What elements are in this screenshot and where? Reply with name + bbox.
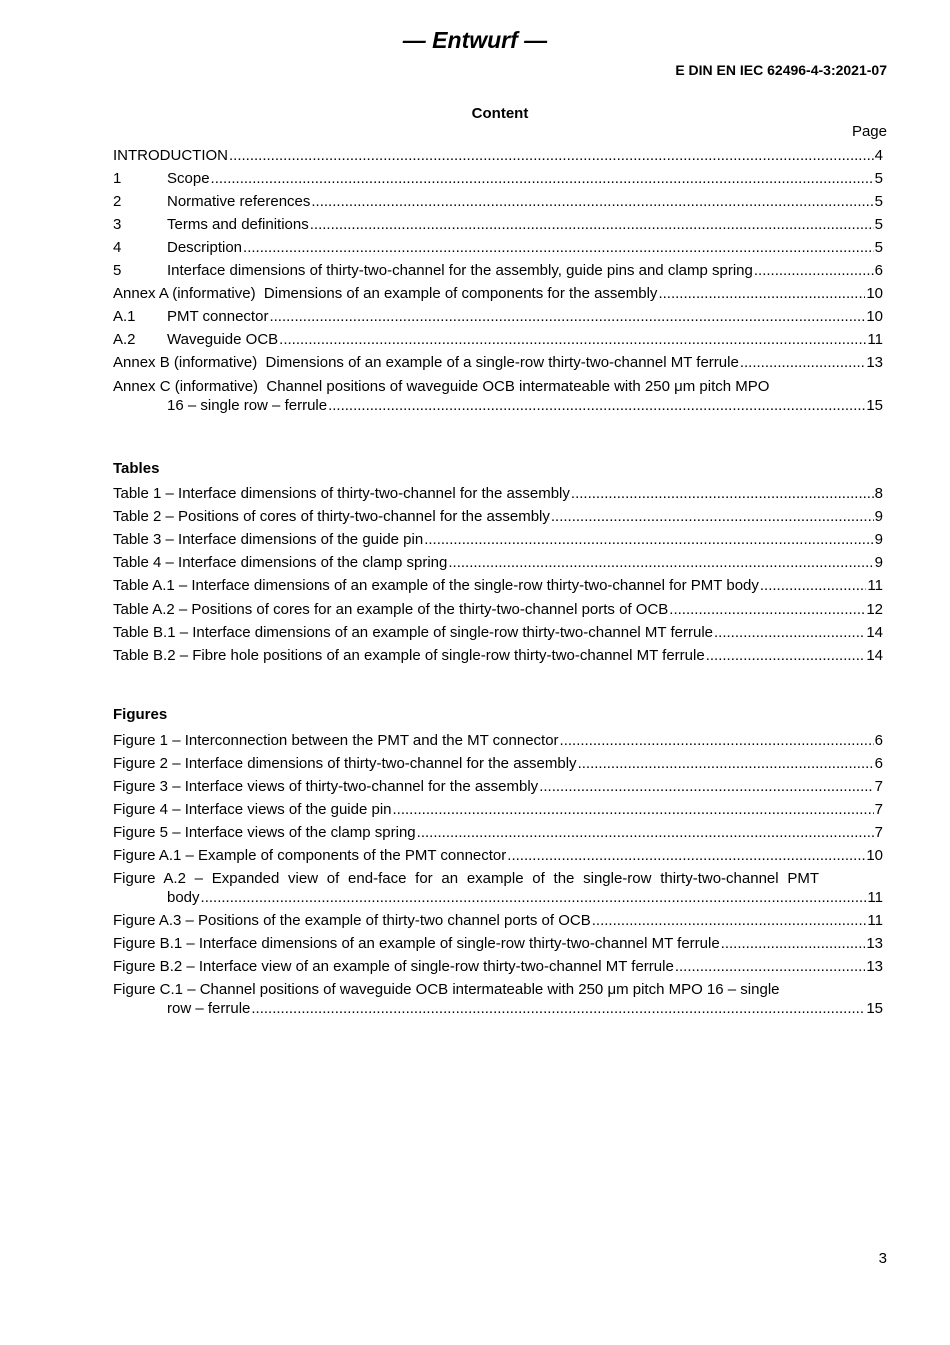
toc-entry-introduction[interactable] bbox=[113, 146, 883, 165]
figure-entry-page: 7 bbox=[874, 778, 883, 795]
toc-entry-page: 6 bbox=[874, 262, 883, 279]
toc-entry-annex-c[interactable] bbox=[113, 377, 883, 415]
dot-leader bbox=[251, 999, 865, 1018]
toc-entry-title: Annex A (informative) Dimensions of an example of components for the assembly bbox=[113, 285, 658, 302]
toc-entry-page: 5 bbox=[874, 239, 883, 256]
dot-leader bbox=[551, 507, 874, 526]
figure-entry[interactable] bbox=[113, 980, 883, 1018]
table-entry[interactable] bbox=[113, 484, 883, 503]
figures-heading: Figures bbox=[113, 706, 168, 723]
dot-leader bbox=[311, 192, 873, 211]
toc-entry-title: INTRODUCTION bbox=[113, 147, 228, 164]
figure-entry-title-line1: Figure C.1 – Channel positions of waveguide OCB intermateable with 250 μm pitch MPO 16 – single bbox=[113, 981, 780, 998]
figure-entry[interactable] bbox=[113, 800, 883, 819]
document-id: E DIN EN IEC 62496-4-3:2021-07 bbox=[675, 62, 887, 78]
toc-entry-title-line1: Annex C (informative) Channel positions of waveguide OCB intermateable with 250 μm pitch MPO bbox=[113, 378, 770, 395]
dot-leader bbox=[714, 623, 865, 642]
toc-entry-title: Description bbox=[167, 239, 243, 256]
toc-entry-title-line2: 16 – single row – ferrule bbox=[167, 397, 328, 414]
dot-leader bbox=[448, 553, 873, 572]
dot-leader bbox=[571, 484, 874, 503]
table-entry[interactable] bbox=[113, 553, 883, 572]
table-entry-page: 9 bbox=[874, 554, 883, 571]
toc-entry-normative-references[interactable] bbox=[113, 192, 883, 211]
figure-entry[interactable] bbox=[113, 869, 883, 907]
figure-entry[interactable] bbox=[113, 934, 883, 953]
dot-leader bbox=[658, 284, 865, 303]
table-entry-title: Table B.1 – Interface dimensions of an example of single-row thirty-two-channel MT ferrule bbox=[113, 624, 714, 641]
dot-leader bbox=[760, 576, 867, 595]
figure-entry[interactable] bbox=[113, 846, 883, 865]
toc-entry-scope[interactable] bbox=[113, 169, 883, 188]
figure-entry-title: Figure B.1 – Interface dimensions of an example of single-row thirty-two-channel MT ferrule bbox=[113, 935, 720, 952]
table-entry-page: 14 bbox=[866, 647, 883, 664]
toc-entry-a1[interactable] bbox=[113, 307, 883, 326]
figure-entry[interactable] bbox=[113, 777, 883, 796]
toc-entry-number: 5 bbox=[113, 262, 122, 279]
dot-leader bbox=[417, 823, 874, 842]
toc-entry-title: Scope bbox=[167, 170, 210, 187]
dot-leader bbox=[424, 530, 873, 549]
toc-entry-number: 1 bbox=[113, 170, 122, 187]
toc-entry-page: 5 bbox=[874, 216, 883, 233]
toc-entry-title: Terms and definitions bbox=[167, 216, 309, 233]
dot-leader bbox=[754, 261, 874, 280]
table-entry-page: 12 bbox=[866, 601, 883, 618]
figure-entry-title: Figure 4 – Interface views of the guide pin bbox=[113, 801, 392, 818]
table-entry[interactable] bbox=[113, 530, 883, 549]
toc-entry-page: 10 bbox=[866, 285, 883, 302]
table-entry-page: 9 bbox=[874, 508, 883, 525]
figure-entry-page: 13 bbox=[866, 958, 883, 975]
figure-entry-title: Figure A.1 – Example of components of the PMT connector bbox=[113, 847, 507, 864]
table-entry-title: Table 3 – Interface dimensions of the guide pin bbox=[113, 531, 424, 548]
toc-entry-page: 5 bbox=[874, 170, 883, 187]
toc-title: Content bbox=[471, 105, 529, 122]
table-entry-title: Table B.2 – Fibre hole positions of an example of single-row thirty-two-channel MT ferrule bbox=[113, 647, 705, 664]
dot-leader bbox=[393, 800, 874, 819]
figure-entry-page: 6 bbox=[874, 755, 883, 772]
figure-entry-page: 11 bbox=[867, 889, 883, 906]
dot-leader bbox=[310, 215, 874, 234]
figure-entry[interactable] bbox=[113, 823, 883, 842]
table-entry-page: 8 bbox=[874, 485, 883, 502]
figure-entry-page: 7 bbox=[874, 824, 883, 841]
figure-entry-title-line2: row – ferrule bbox=[167, 1000, 251, 1017]
table-entry-title: Table 4 – Interface dimensions of the clamp spring bbox=[113, 554, 448, 571]
figure-entry-page: 13 bbox=[866, 935, 883, 952]
toc-entry-number: A.2 bbox=[113, 331, 136, 348]
toc-entry-number: A.1 bbox=[113, 308, 136, 325]
figure-entry-title-line2: body bbox=[167, 889, 200, 906]
table-entry[interactable] bbox=[113, 507, 883, 526]
dot-leader bbox=[578, 754, 874, 773]
figure-entry-title: Figure A.3 – Positions of the example of thirty-two channel ports of OCB bbox=[113, 912, 591, 929]
dot-leader bbox=[243, 238, 874, 257]
page-column-label: Page bbox=[851, 123, 887, 140]
dot-leader bbox=[706, 646, 866, 665]
figure-entry[interactable] bbox=[113, 911, 883, 930]
dot-leader bbox=[539, 777, 873, 796]
table-entry[interactable] bbox=[113, 600, 883, 619]
table-entry-title: Table 1 – Interface dimensions of thirty-two-channel for the assembly bbox=[113, 485, 570, 502]
figure-entry[interactable] bbox=[113, 754, 883, 773]
table-entry[interactable] bbox=[113, 576, 883, 595]
toc-entry-page: 13 bbox=[866, 354, 883, 371]
figure-entry[interactable] bbox=[113, 731, 883, 750]
page-number: 3 bbox=[878, 1250, 887, 1267]
figure-entry-page: 15 bbox=[866, 1000, 883, 1017]
toc-entry-annex-b[interactable] bbox=[113, 353, 883, 372]
toc-entry-title: Waveguide OCB bbox=[167, 331, 279, 348]
figure-entry-page: 6 bbox=[874, 732, 883, 749]
toc-entry-interface-dimensions[interactable] bbox=[113, 261, 883, 280]
dot-leader bbox=[507, 846, 865, 865]
dot-leader bbox=[669, 600, 865, 619]
dot-leader bbox=[721, 934, 866, 953]
toc-entry-number: 3 bbox=[113, 216, 122, 233]
dot-leader bbox=[201, 888, 867, 907]
table-entry-page: 11 bbox=[867, 577, 883, 594]
toc-entry-page: 10 bbox=[866, 308, 883, 325]
dot-leader bbox=[211, 169, 874, 188]
figure-entry-title: Figure 3 – Interface views of thirty-two-channel for the assembly bbox=[113, 778, 539, 795]
table-entry-title: Table A.1 – Interface dimensions of an example of the single-row thirty-two-channel for PMT body bbox=[113, 577, 759, 594]
table-entry[interactable] bbox=[113, 623, 883, 642]
toc-entry-description[interactable] bbox=[113, 238, 883, 257]
dot-leader bbox=[592, 911, 867, 930]
figure-entry-page: 11 bbox=[867, 912, 883, 929]
table-entry-title: Table A.2 – Positions of cores for an example of the thirty-two-channel ports of OCB bbox=[113, 601, 669, 618]
dot-leader bbox=[328, 396, 865, 415]
dot-leader bbox=[740, 353, 866, 372]
toc-entry-page: 5 bbox=[874, 193, 883, 210]
table-entry-title: Table 2 – Positions of cores of thirty-two-channel for the assembly bbox=[113, 508, 550, 525]
draft-watermark: — Entwurf — bbox=[402, 27, 548, 53]
figure-entry-title: Figure 1 – Interconnection between the PMT and the MT connector bbox=[113, 732, 559, 749]
dot-leader bbox=[675, 957, 866, 976]
toc-entry-page: 11 bbox=[867, 331, 883, 348]
toc-entry-a2[interactable] bbox=[113, 330, 883, 349]
toc-entry-annex-a[interactable] bbox=[113, 284, 883, 303]
dot-leader bbox=[560, 731, 874, 750]
dot-leader bbox=[279, 330, 866, 349]
toc-entry-number: 2 bbox=[113, 193, 122, 210]
toc-entry-page: 15 bbox=[866, 397, 883, 414]
figure-entry-title-line1: Figure A.2 – Expanded view of end-face for an example of the single-row thirty-two-channel PMT bbox=[113, 870, 819, 887]
figure-entry-title: Figure B.2 – Interface view of an example of single-row thirty-two-channel MT ferrule bbox=[113, 958, 674, 975]
toc-entry-title: Annex B (informative) Dimensions of an example of a single-row thirty-two-channel MT ferrule bbox=[113, 354, 739, 371]
toc-entry-title: Normative references bbox=[167, 193, 311, 210]
figure-entry-title: Figure 2 – Interface dimensions of thirty-two-channel for the assembly bbox=[113, 755, 577, 772]
table-entry-page: 14 bbox=[866, 624, 883, 641]
toc-entry-terms-definitions[interactable] bbox=[113, 215, 883, 234]
table-entry[interactable] bbox=[113, 646, 883, 665]
dot-leader bbox=[229, 146, 874, 165]
toc-entry-number: 4 bbox=[113, 239, 122, 256]
toc-entry-title: Interface dimensions of thirty-two-channel for the assembly, guide pins and clamp spring bbox=[167, 262, 753, 279]
toc-entry-title: PMT connector bbox=[167, 308, 269, 325]
figure-entry[interactable] bbox=[113, 957, 883, 976]
figure-entry-page: 10 bbox=[866, 847, 883, 864]
toc-entry-page: 4 bbox=[874, 147, 883, 164]
figure-entry-title: Figure 5 – Interface views of the clamp spring bbox=[113, 824, 416, 841]
tables-heading: Tables bbox=[113, 460, 160, 477]
dot-leader bbox=[269, 307, 865, 326]
figure-entry-page: 7 bbox=[874, 801, 883, 818]
table-entry-page: 9 bbox=[874, 531, 883, 548]
